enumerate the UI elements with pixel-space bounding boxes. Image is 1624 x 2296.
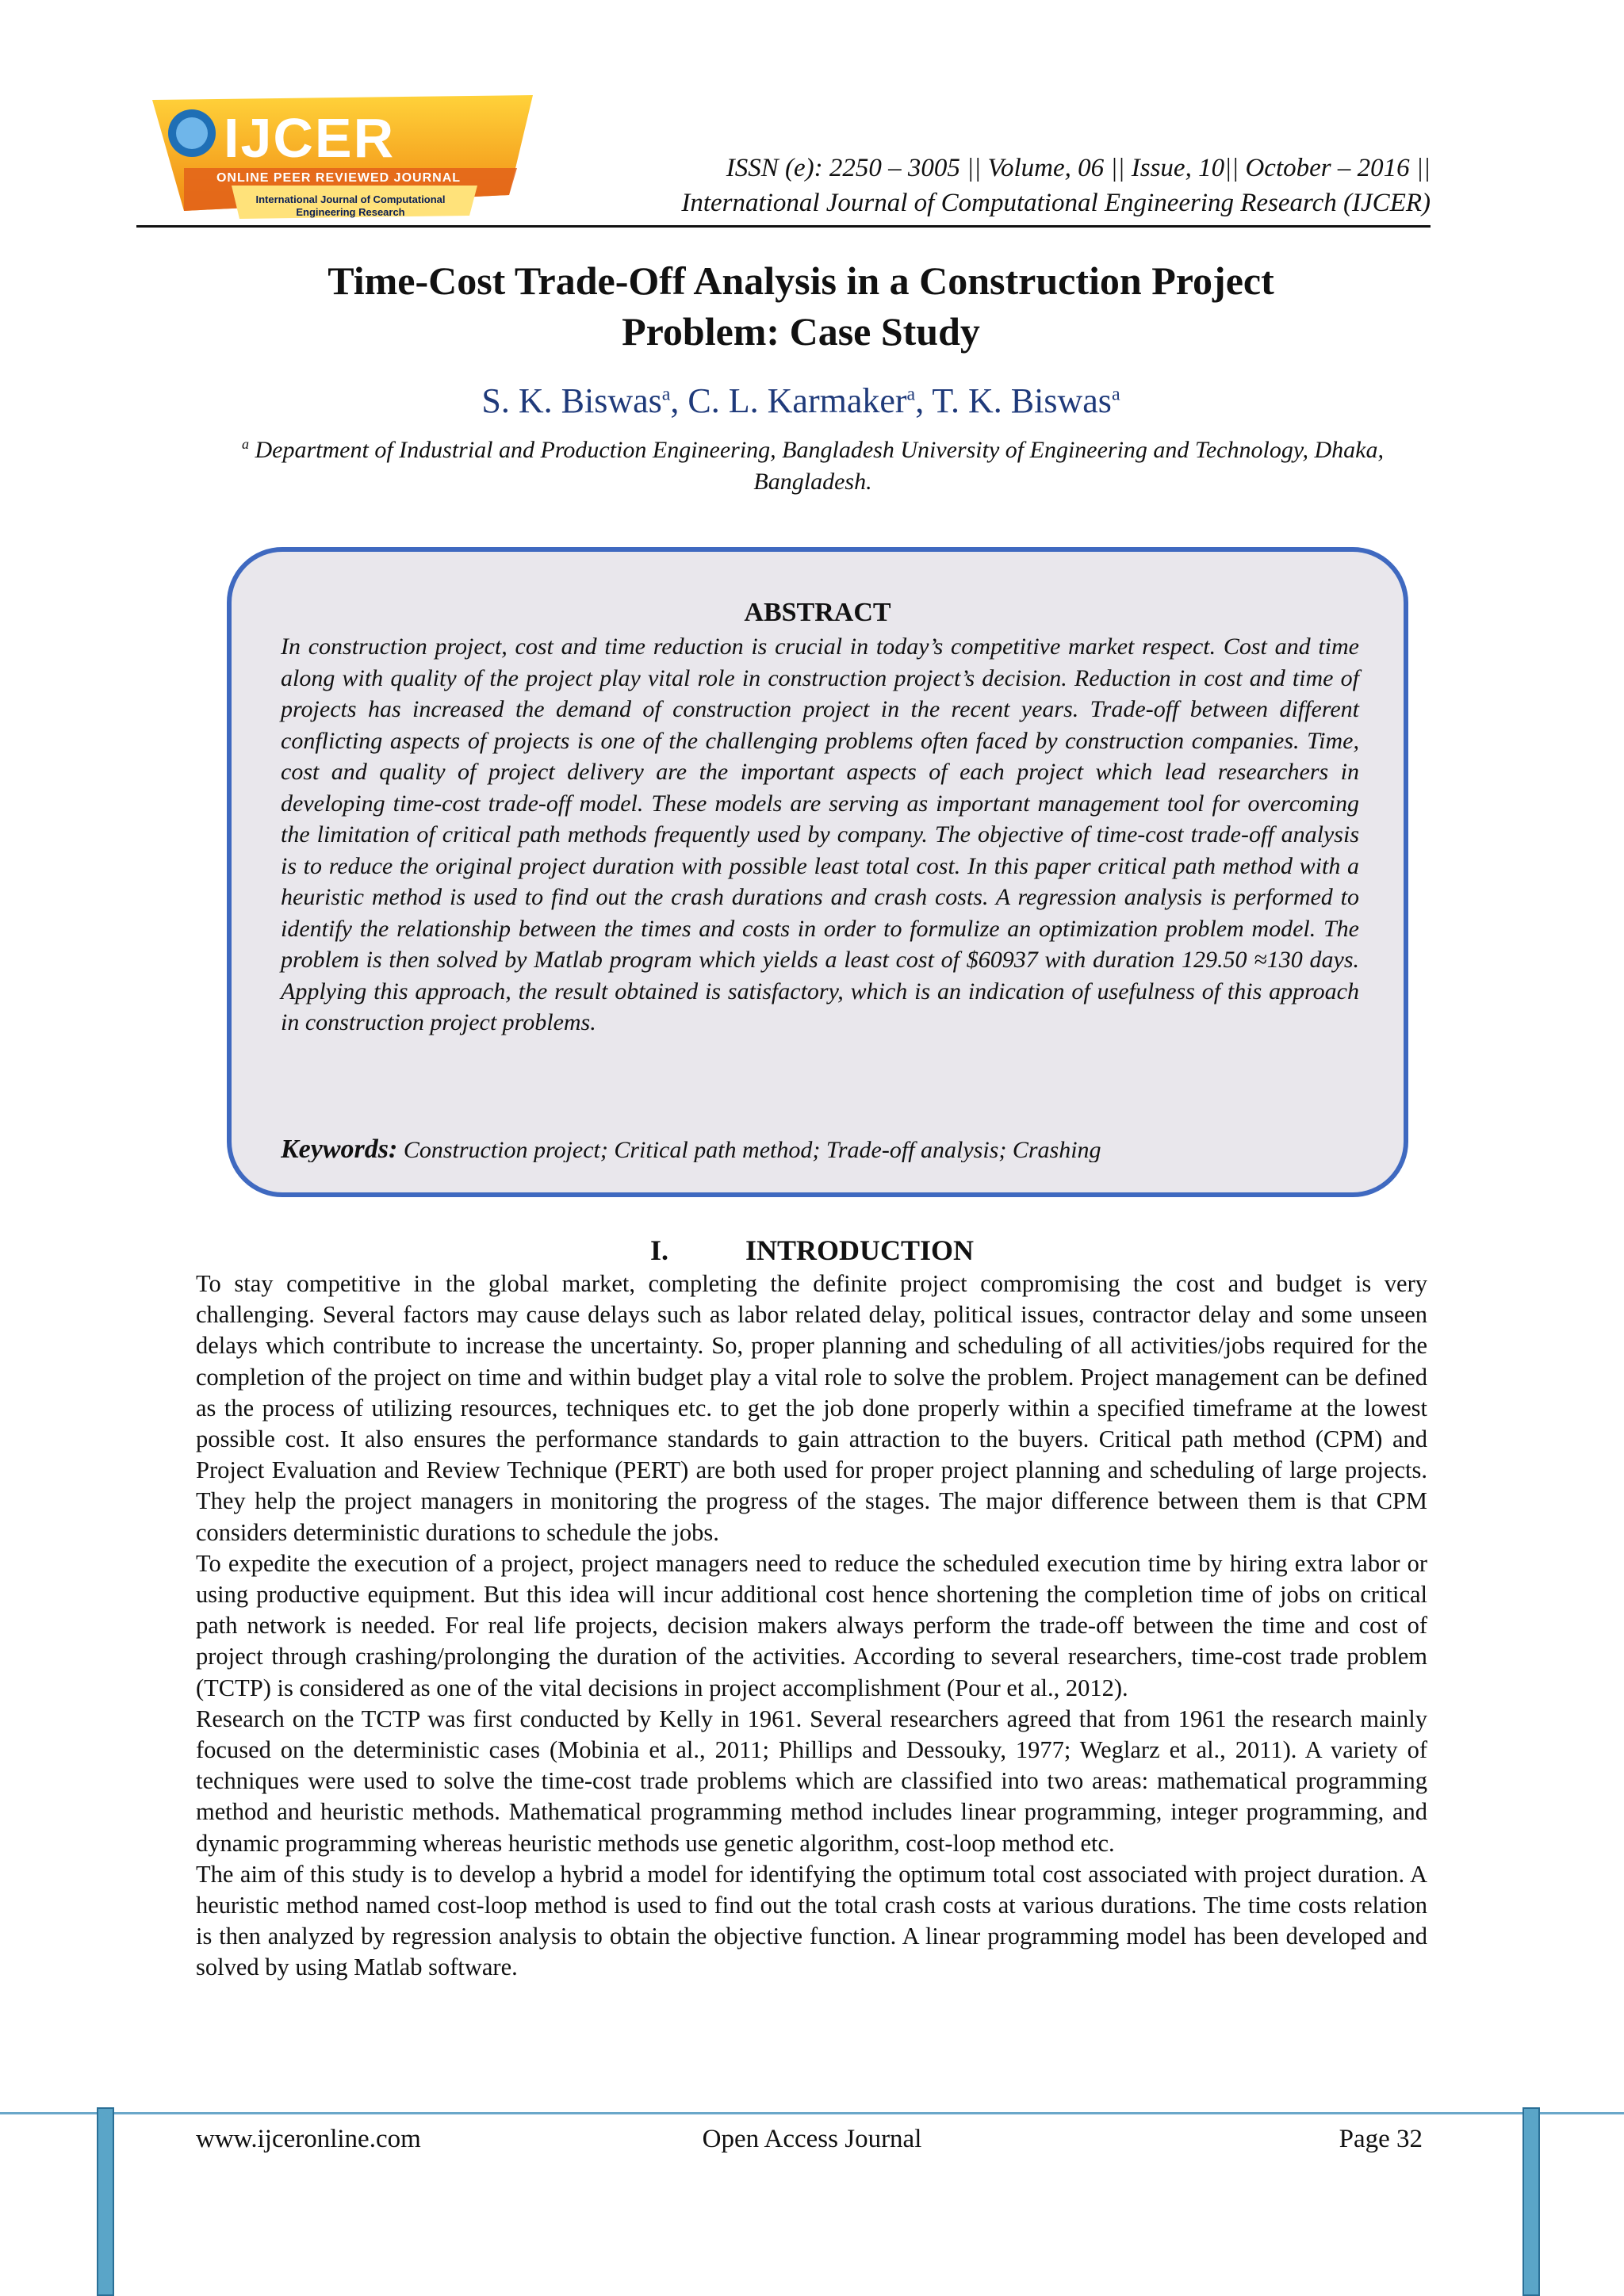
journal-name-line: International Journal of Computational Engineering Research (IJCER) xyxy=(681,189,1431,217)
paragraph: To stay competitive in the global market, completing the definite project compromising the cost and budget is very challenging. Several factors may cause delays such as labor related delay, political issues, contractor delay and some unseen delays which contribute to increase the uncertainty. So, proper planning and scheduling of all activities/jobs required for the completion of the project on time and within budget play a vital role to solve the problem. Project management can be defined as the process of utilizing resources, techniques etc. to get the job done properly within a specified timeframe at the lowest possible cost. It also ensures the performance standards to gain attraction to the buyers. Critical path method (CPM) and Project Evaluation and Review Technique (PERT) are both used for proper project planning and scheduling of large projects. They help the project managers in monitoring the progress of the stages. The major difference between them is that CPM considers deterministic durations to schedule the jobs. xyxy=(196,1270,1427,1546)
affiliation-mark: a xyxy=(242,436,250,452)
keywords-text: Construction project; Critical path method; Trade-off analysis; Crashing xyxy=(403,1137,1101,1162)
introduction-body xyxy=(196,1269,1427,1984)
section-title: INTRODUCTION xyxy=(745,1234,975,1266)
author-mark: a xyxy=(906,384,916,405)
author-name: C. L. Karmaker xyxy=(688,381,907,420)
page-number: Page 32 xyxy=(1339,2125,1423,2153)
title-line2: Problem: Case Study xyxy=(622,309,980,354)
journal-logo xyxy=(136,92,539,227)
paragraph: The aim of this study is to develop a hybrid a model for identifying the optimum total cost associated with project duration. A heuristic method named cost-loop method is used to find out the total crash costs at various durations. The time costs relation is then analyzed by regression analysis to obtain the objective function. A linear programming model has been developed and solved by using Matlab software. xyxy=(196,1860,1427,1981)
keywords xyxy=(281,1134,1359,1162)
footer-divider xyxy=(0,2112,1624,2114)
logo-subtitle-line2: Engineering Research xyxy=(296,206,405,218)
issn-line: ISSN (e): 2250 – 3005 || Volume, 06 || Issue, 10|| October – 2016 || xyxy=(726,154,1431,182)
logo-tagline: ONLINE PEER REVIEWED JOURNAL xyxy=(216,171,462,185)
paragraph: Research on the TCTP was first conducted by Kelly in 1961. Several researchers agreed that from 1961 the research mainly focused on the deterministic cases (Mobinia et al., 2011; Phillips and Dessouky, 1977; Weglarz et al., 2011). A variety of techniques were used to solve the time-cost trade problems which are classified into two areas: mathematical programming method and heuristic methods. Mathematical programming method includes linear programming, integer programming, and dynamic programming whereas heuristic methods use genetic algorithm, cost-loop method etc. xyxy=(196,1705,1427,1857)
paragraph: To expedite the execution of a project, project managers need to reduce the scheduled execution time by hiring extra labor or using productive equipment. But this idea will incur additional cost hence shortening the completion time of jobs on critical path network is needed. For real life projects, decision makers always perform the trade-off between the time and cost of project through crashing/prolonging the duration of the activities. According to several researchers, time-cost trade problem (TCTP) is considered as one of the vital decisions in project accomplishment (Pour et al., 2012). xyxy=(196,1549,1427,1701)
affiliation-text: Department of Industrial and Production Engineering, Bangladesh University of Engineering and Technology, Dhaka, Bangladesh. xyxy=(255,437,1384,495)
author-name: S. K. Biswas xyxy=(481,381,662,420)
abstract-heading: ABSTRACT xyxy=(744,598,891,627)
author-mark: a xyxy=(661,384,671,405)
footer-journal-type: Open Access Journal xyxy=(702,2125,922,2153)
header-divider xyxy=(136,225,1431,228)
author-name: T. K. Biswas xyxy=(932,381,1112,420)
abstract-text: In construction project, cost and time reduction is crucial in today’s competitive market respect. Cost and time along with quality of the project play vital role in construction project’s decision. Reduction in cost and time of projects has increased the demand of construction project in the recent years. Trade-off between different conflicting aspects of projects is one of the challenging problems often faced by construction companies. Time, cost and quality of project delivery are the important aspects of each project which lead researchers in developing time-cost trade-off model. These models are serving as important management tool for overcoming the limitation of critical path methods frequently used by company. The objective of time-cost trade-off analysis is to reduce the original project duration with possible least total cost. In this paper critical path method with a heuristic method is used to find out the crash durations and crash costs. A regression analysis is performed to identify the relationship between the times and costs in order to formulize an optimization problem model. The problem is then solved by Matlab program which yields a least cost of $60937 with duration 129.50 ≈130 days. Applying this approach, the result obtained is satisfactory, which is an indication of usefulness of this approach in construction project problems. xyxy=(281,633,1359,1035)
abstract-box xyxy=(227,547,1408,1197)
section-number: I. xyxy=(649,1234,668,1266)
logo-name: IJCER xyxy=(224,107,396,169)
section-heading-introduction xyxy=(0,1234,1624,1267)
paper-title xyxy=(159,255,1443,357)
logo-subtitle-line1: International Journal of Computational xyxy=(255,193,446,205)
author-list: S. K. Biswas$^a$, C. L. Karmaker$^a$, T. K. Biswas$^a$ xyxy=(481,381,1120,420)
footer-website: www.ijceronline.com xyxy=(196,2125,421,2153)
logo-subtitle xyxy=(224,193,477,219)
journal-header xyxy=(681,151,1431,220)
author-mark: a xyxy=(1111,384,1120,405)
title-line1: Time-Cost Trade-Off Analysis in a Construction Project xyxy=(327,258,1274,303)
keywords-label: Keywords: xyxy=(281,1135,398,1162)
affiliation xyxy=(190,428,1435,498)
